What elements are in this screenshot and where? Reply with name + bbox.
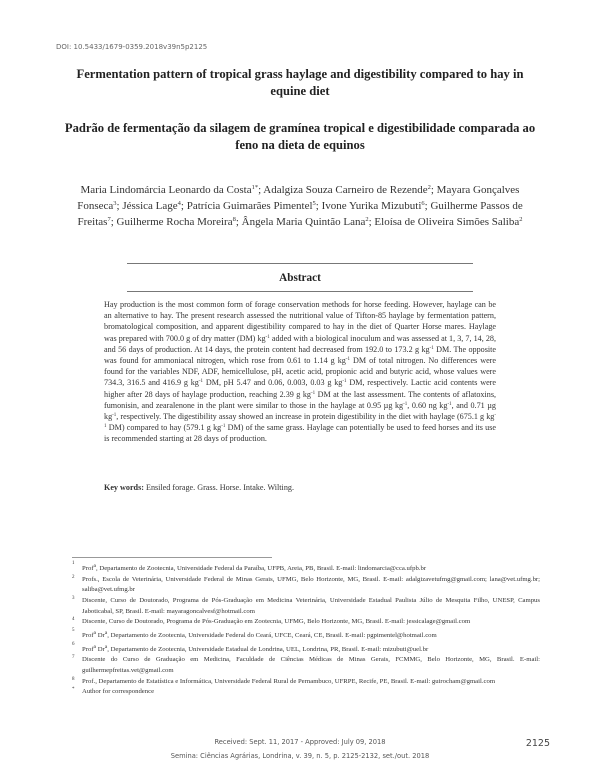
footnote-item: 2 Profs., Escola de Veterinária, Universidade Federal de Minas Gerais, UFMG, Belo Horizonte, MG, Brasil. E-mail: adalgizavetufmg@gmail.com; lana@vet.ufmg.br; saliba@vet.ufmg.br xyxy=(72,574,540,594)
abstract-heading-rule xyxy=(127,291,473,292)
author-name: ; Ângela Maria Quintão Lana xyxy=(235,216,366,228)
footnotes xyxy=(72,561,540,698)
author-list xyxy=(70,182,530,230)
title-english: Fermentation pattern of tropical grass haylage and digestibility compared to hay in equine diet xyxy=(76,67,524,98)
keywords xyxy=(104,483,496,492)
footnote-item: 5 Prof$^a$ Dr$^a$, Departamento de Zootecnia, Universidade Federal do Ceará, UFCE, Ceará, CE, Brasil. E-mail: pgpimentel@hotmail.com xyxy=(72,627,437,640)
abstract-text: Hay production is the most common form of forage conservation methods for horse feeding. However, haylage can be an alternative to hay. The present research assessed the nutritional value of Tifton-85 haylage by fermentation pattern, bromatological composition, and apparent digestibility compared to hay in the diet of Quarter Horse mares. Haylage was prepared with 700.0 g of dry matter (DM) $kg^{-1}$ added with a biological inoculum and was assessed at 1, 3, 7, 14, 28, and 56 days of production. At 14 days, the protein content had decreased from 192.0 to 173.2 g $kg^{-1}$ DM. The opposite was found for ammoniacal nitrogen, which rose from 0.61 to 1.14 g $kg^{-1}$ DM of total nitrogen. No differences were found for the variables NDF, ADF, hemicellulose, pH, acetic acid, propionic acid and butyric acid, whose values were 734.3, 316.5 and 416.9 g $kg^{-1}$ DM, pH 5.47 and 0.06, 0.003, 0.03 g $kg^{-1}$ DM, respectively. Lactic acid contents were higher after 28 days of haylage production, reaching 2.39 g $kg^{-1}$ DM at the last assessment. The contents of aflatoxins, fumonisin, and zearalenone in the plant were similar to those in the haylage at 0.95 µg $kg^{-1}$, 0.60 ng $kg^{-1}$, and 0.71 µg $kg^{-1}$, respectively. The digestibility assay showed an increase in protein digestibility in the diet with haylage (675.1 g $kg^{-1}$ DM) compared to hay (579.1 g $kg^{-1}$ DM) of the same grass. Haylage can potentially be used to feed horses and its use is recommended starting at 28 days of production. xyxy=(104,300,497,444)
abstract-top-rule xyxy=(127,263,473,264)
author-name: Maria Lindomárcia Leonardo da Costa xyxy=(80,184,252,196)
author-name: ; Mayara Gonçalves Fonseca xyxy=(77,184,520,212)
received-approved-dates: Received: Sept. 11, 2017 - Approved: July 09, 2018 xyxy=(214,738,386,746)
keywords-label: Key words: xyxy=(104,483,144,492)
footnote-item: 4 Discente, Curso de Doutorado, Programa de Pós-Graduação em Zootecnia, UFMG, Belo Horizonte, MG, Brasil. E-mail: jessicalage@gmail.com xyxy=(72,617,471,626)
footnote-item: 7 Discente do Curso de Graduação em Medicina, Faculdade de Ciências Médicas de Minas Gerais, FCMMG, Belo Horizonte, MG, Brasil. E-mail: guilhermepfreitas.vet@gmail.com xyxy=(72,655,540,675)
author-affiliation-mark: 7 xyxy=(107,216,111,223)
author-name: ; Guilherme Rocha Moreira xyxy=(110,216,233,228)
author-name: ; Ivone Yurika Mizubuti xyxy=(315,200,422,212)
author-name: ; Patrícia Guimarães Pimentel xyxy=(180,200,313,212)
abstract-heading: Abstract xyxy=(279,272,321,284)
footnote-item: 8 Prof., Departamento de Estatística e Informática, Universidade Federal Rural de Pernambuco, UFRPE, Recife, PE, Brasil. E-mail: guirocham@gmail.com xyxy=(72,676,496,685)
title-portuguese: Padrão de fermentação da silagem de gramínea tropical e digestibilidade comparada ao feno na dieta de equinos xyxy=(64,121,536,152)
author-affiliation-mark: 3 xyxy=(113,200,117,207)
journal-citation: Semina: Ciências Agrárias, Londrina, v. 39, n. 5, p. 2125-2132, set./out. 2018 xyxy=(170,752,430,760)
author-affiliation-mark: 6 xyxy=(421,200,425,207)
page-number: 2125 xyxy=(525,738,550,749)
author-affiliation-mark: 8 xyxy=(232,216,236,223)
author-affiliation-mark: 5 xyxy=(312,200,316,207)
footnote-item: 6 Prof$^a$ Dr$^a$, Departamento de Zootecnia, Universidade Estadual de Londrina, UEL, Londrina, PR, Brasil. E-mail: mizubuti@uel.br xyxy=(72,641,429,653)
author-name: ; Jéssica Lage xyxy=(116,200,178,212)
author-name: ; Adalgiza Souza Carneiro de Rezende xyxy=(258,184,428,196)
footnote-item: 1 Prof$^a$, Departamento de Zootecnia, Universidade Federal da Paraíba, UFPB, Areia, PB, Brasil. E-mail: lindomarcia@cca.ufpb.br xyxy=(72,561,427,573)
author-affiliation-mark: 1* xyxy=(251,184,259,191)
author-affiliation-mark: 2 xyxy=(519,216,523,223)
author-name: ; Eloísa de Oliveira Simões Saliba xyxy=(368,216,520,228)
doi-line: DOI: 10.5433/1679-0359.2018v39n5p2125 xyxy=(56,43,208,51)
author-affiliation-mark: 4 xyxy=(177,200,181,207)
footnote-item: * Author for correspondence xyxy=(72,687,155,696)
footnote-item: 3 Discente, Curso de Doutorado, Programa de Pós-Graduação em Medicina Veterinária, Universidade Estadual Paulista Júlio de Mesquita Filho, UNESP, Campus Jaboticabal, SP, Brasil. E-mail: mayaragoncalvesf@hotmail.com xyxy=(72,596,540,615)
footnote-divider xyxy=(72,557,272,558)
author-name: ; Guilherme Passos de Freitas xyxy=(77,200,523,228)
author-affiliation-mark: 2 xyxy=(427,184,431,191)
keywords-text: Ensiled forage. Grass. Horse. Intake. Wilting. xyxy=(143,483,294,492)
author-affiliation-mark: 2 xyxy=(365,216,369,223)
